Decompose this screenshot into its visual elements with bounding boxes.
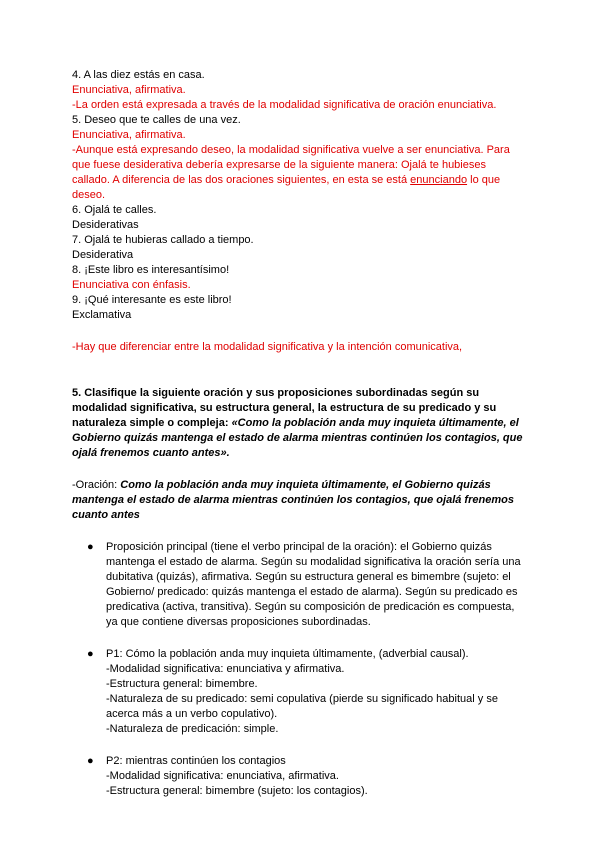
title-line-2: modalidad significativa, su estructura general, la estructura de su predicado y su [72, 402, 497, 414]
spacer [72, 355, 530, 372]
document-page [72, 68, 530, 799]
item-line: dubitativa (quizás), afirmativa. Según su estructura general es bimembre (sujeto: el [106, 571, 511, 583]
title-line-3 [72, 416, 530, 431]
item-line: -Estructura general: bimembre (sujeto: los contagios). [106, 785, 368, 797]
list-item [72, 754, 530, 799]
exercise-4-block [72, 68, 530, 355]
item-line: Gobierno/ predicado: quizás mantenga el estado de alarma). Según su predicado es [106, 586, 518, 598]
note-5-line-4: deseo. [72, 189, 106, 201]
answer-6: Desiderativas [72, 219, 139, 231]
sentence-block [72, 478, 530, 523]
sentence-line-1 [72, 478, 530, 493]
title-line-1: 5. Clasifique la siguiente oración y sus proposiciones subordinadas según su [72, 387, 480, 399]
underlined-word: enunciando [410, 174, 468, 186]
item-line: P2: mientras continúen los contagios [106, 755, 286, 767]
spacer [72, 461, 530, 478]
note-5-line-1: -Aunque está expresando deseo, la modalidad significativa vuelve a ser enunciativa. Para [72, 144, 510, 156]
title-line-3-start: naturaleza simple o compleja: [72, 417, 232, 429]
answer-9: Exclamativa [72, 309, 132, 321]
answer-7: Desiderativa [72, 249, 134, 261]
item-line: -Estructura general: bimembre. [106, 678, 258, 690]
spacer [72, 372, 530, 386]
analysis-list [72, 540, 530, 799]
sentence-line-3: cuanto antes [72, 509, 140, 521]
answer-4: Enunciativa, afirmativa. [72, 84, 186, 96]
item-line: -Modalidad significativa: enunciativa y afirmativa. [106, 663, 345, 675]
question-8: 8. ¡Este libro es interesantísimo! [72, 264, 230, 276]
title-line-4: Gobierno quizás mantenga el estado de alarma mientras continúen los contagios, que [72, 432, 523, 444]
exercise-5-title [72, 386, 530, 461]
spacer [72, 323, 530, 340]
sentence-start: Como la población anda muy inquieta últimamente, el Gobierno quizás [120, 479, 491, 491]
closing-note: -Hay que diferenciar entre la modalidad significativa y la intención comunicativa, [72, 341, 463, 353]
question-5: 5. Deseo que te calles de una vez. [72, 114, 241, 126]
item-line: P1: Cómo la población anda muy inquieta últimamente, (adverbial causal). [106, 648, 469, 660]
bullet-icon: ● [87, 541, 94, 553]
note-5-line-3-end: lo que [467, 174, 501, 186]
spacer [72, 737, 530, 754]
item-line: -Modalidad significativa: enunciativa, afirmativa. [106, 770, 339, 782]
answer-8: Enunciativa con énfasis. [72, 279, 191, 291]
question-4: 4. A las diez estás en casa. [72, 69, 205, 81]
title-line-5: ojalá frenemos cuanto antes». [72, 447, 230, 459]
bullet-icon: ● [87, 648, 94, 660]
item-line: Proposición principal (tiene el verbo principal de la oración): el Gobierno quizás [106, 541, 492, 553]
list-item [72, 647, 530, 737]
note-5-line-3-start: callado. A diferencia de las dos oraciones siguientes, en esta se está [72, 174, 411, 186]
bullet-icon: ● [87, 755, 94, 767]
question-7: 7. Ojalá te hubieras callado a tiempo. [72, 234, 254, 246]
answer-5: Enunciativa, afirmativa. [72, 129, 186, 141]
spacer [72, 630, 530, 647]
note-5-line-2: que fuese desiderativa debería expresarse de la siguiente manera: Ojalá te hubieses [72, 159, 486, 171]
title-line-3-quote: «Como la población anda muy inquieta últimamente, el [231, 417, 519, 429]
sentence-prefix: -Oración: [72, 479, 121, 491]
spacer [72, 523, 530, 540]
question-9: 9. ¡Qué interesante es este libro! [72, 294, 232, 306]
note-5 [72, 143, 530, 203]
item-line: predicativa (activa, transitiva). Según su composición de predicación es compuesta, [106, 601, 515, 613]
list-item [72, 540, 530, 630]
item-line: ya que contiene diversas proposiciones subordinadas. [106, 616, 371, 628]
question-6: 6. Ojalá te calles. [72, 204, 157, 216]
item-line: -Naturaleza de predicación: simple. [106, 723, 279, 735]
item-line: -Naturaleza de su predicado: semi copulativa (pierde su significado habitual y se [106, 693, 498, 705]
note-4: -La orden está expresada a través de la modalidad significativa de oración enunciativa. [72, 99, 497, 111]
item-line: acerca más a un verbo copulativo). [106, 708, 278, 720]
sentence-line-2: mantenga el estado de alarma mientras continúen los contagios, que ojalá frenemos [72, 494, 514, 506]
note-5-line-3 [72, 173, 530, 188]
item-line: mantenga el estado de alarma. Según su modalidad significativa la oración sería una [106, 556, 521, 568]
